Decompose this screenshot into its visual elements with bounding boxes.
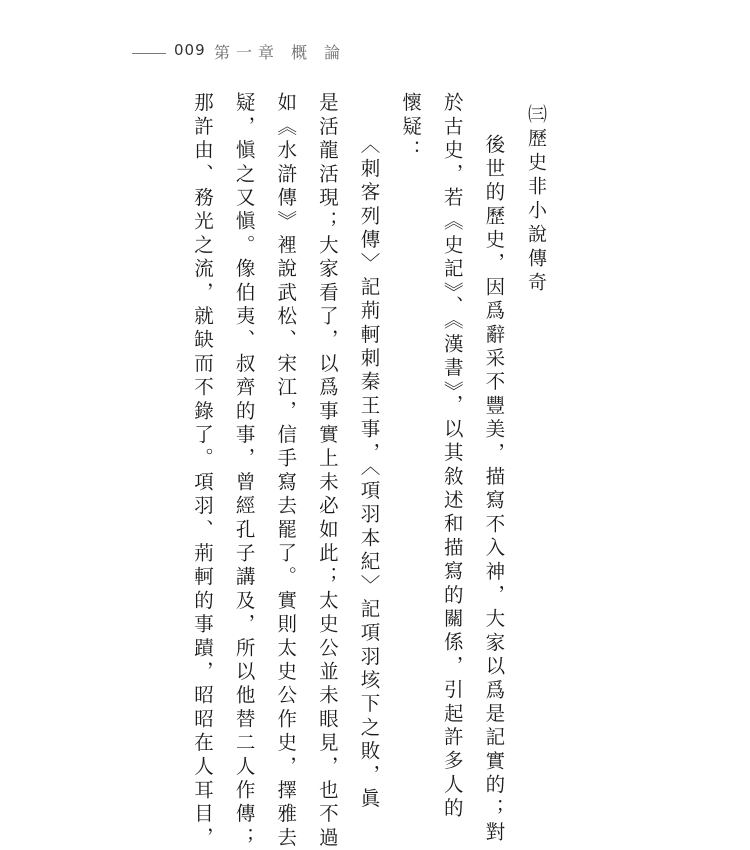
text-column-2: 於古史，若《史記》、《漢書》，以其敘述和描寫的關係，引起許多人的 [440,92,464,822]
text-column-4: 〈刺客列傳〉記荊軻刺秦王事，〈項羽本紀〉記項羽垓下之敗，眞 [357,134,381,812]
text-column-3: 懷疑： [399,92,423,164]
text-column-7: 疑，愼之又愼。像伯夷、叔齊的事，曾經孔子講及，所以他替二人作傳； [232,92,256,850]
text-column-1: 後世的歷史，因爲辭采不豐美，描寫不入神，大家以爲是記實的；對 [482,134,506,845]
header-rule [132,53,166,54]
text-column-5: 是活龍活現；大家看了，以爲事實上未必如此；太史公並未眼見，也不過 [315,92,339,850]
text-column-8: 那許由、務光之流，就缺而不錄了。項羽、荊軻的事蹟，昭昭在人耳目， [191,92,214,850]
section-heading: ㈢歷史非小說傳奇 [525,104,547,296]
vertical-text-body [185,92,547,850]
chapter-title: 第一章 概 論 [214,43,347,62]
text-column-6: 如《水滸傳》裡說武松、宋江，信手寫去罷了。實則太史公作史，擇雅去 [274,92,298,850]
page-number: 009 [174,41,206,59]
